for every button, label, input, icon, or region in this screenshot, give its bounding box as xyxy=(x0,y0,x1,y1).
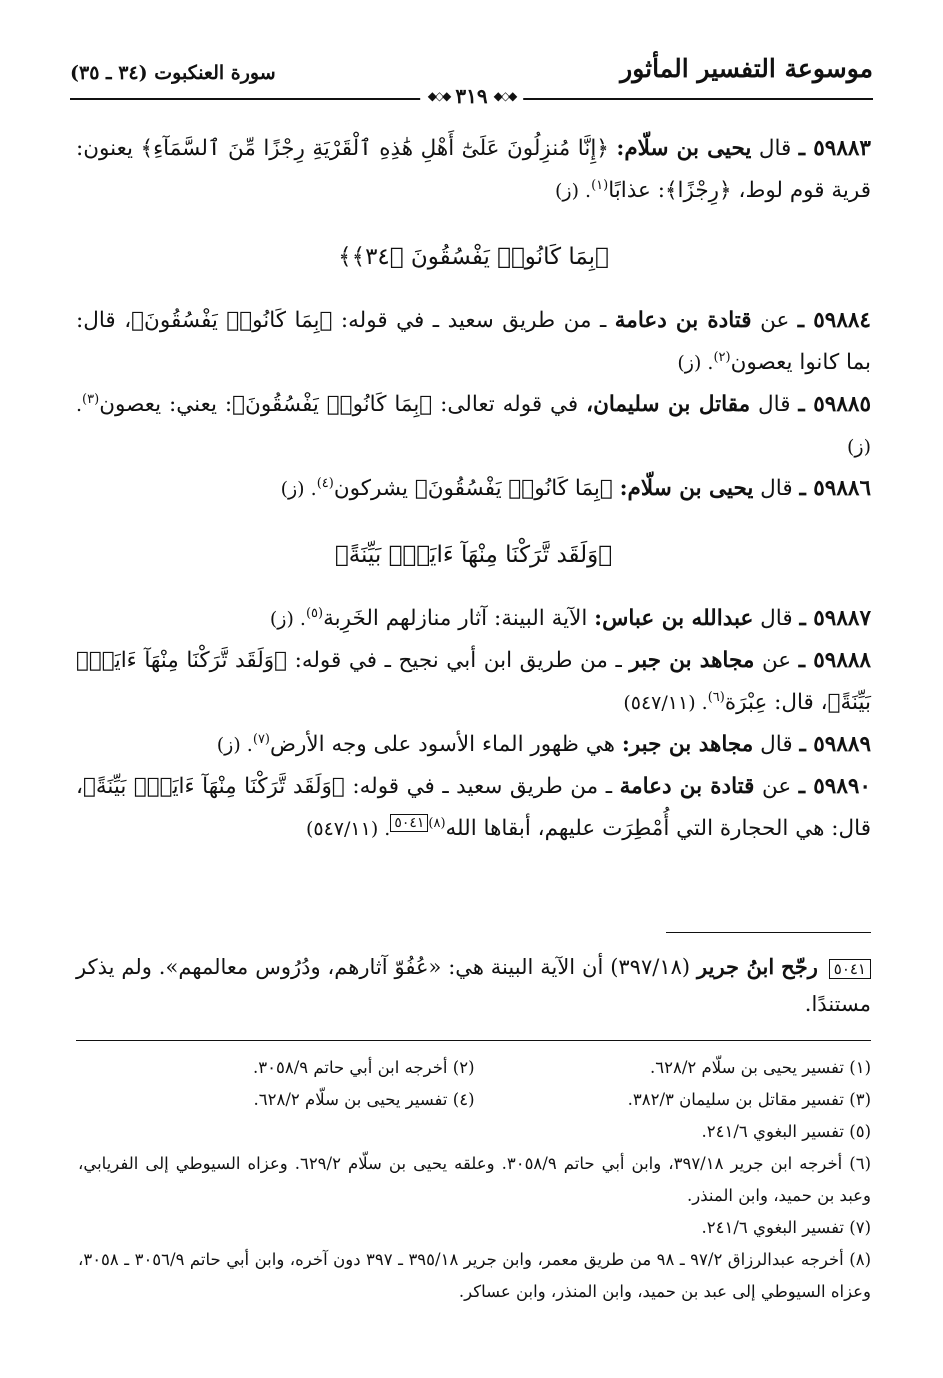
narrator-name: قتادة بن دعامة xyxy=(619,774,755,799)
narrator-name: مجاهد بن جبر xyxy=(629,648,755,673)
page-number: ٣١٩ xyxy=(455,84,488,108)
narrator-name: مجاهد بن جبر: xyxy=(621,732,754,757)
chain-text: في قوله تعالى: xyxy=(440,392,579,417)
entry-59883 xyxy=(76,128,871,212)
footnote-marker: (٣) xyxy=(82,391,100,407)
narrator-name: يحيى بن سلّام: xyxy=(616,136,752,161)
footnote-marker: (٥) xyxy=(305,605,324,621)
entry-ref: . (ز) xyxy=(269,608,306,630)
quran-quote: ﴿بِمَا كَانُوا۟ يَفْسُقُونَ﴾ xyxy=(414,476,613,501)
ayah-range: (٣٤ ـ ٣٥) xyxy=(70,62,148,84)
footnote-6: (٦) أخرجه ابن جرير ٣٩٧/١٨، وابن أبي حاتم ٣٠٥٨/٩. وعلقه يحيى بن سلّام ٦٢٩/٢. وعزاه السيوطي إلى الفريابي، وعبد بن حميد، وابن المنذر. xyxy=(78,1154,872,1205)
quran-quote: ﴿رِجْزًا﴾: xyxy=(657,178,732,203)
entry-intro: عن xyxy=(762,774,792,799)
quran-quote: ﴿بِمَا كَانُوا۟ يَفْسُقُونَ﴾، xyxy=(124,308,333,333)
entry-intro: قال xyxy=(760,606,793,631)
ornament-icon: ◆◇◆ xyxy=(427,89,450,103)
footnote-marker: (٨) xyxy=(428,815,446,831)
footnote-8: (٨) أخرجه عبدالرزاق ٩٧/٢ ـ ٩٨ من طريق معمر، وابن جرير ٣٩٥/١٨ ـ ٣٩٧ دون آخره، وابن أبي حاتم ٣٠٥٦/٩ ـ ٣٠٥٨، وعزاه السيوطي إلى عبد بن حميد، وابن المنذر، وابن عساكر. xyxy=(78,1250,871,1301)
entry-intro: عن xyxy=(760,308,790,333)
footnote-1: (١) تفسير يحيى بن سلّام ٦٢٨/٢. xyxy=(650,1058,871,1077)
entry-ref: . (ز) xyxy=(280,478,317,500)
ayah-heading: ﴿بِمَا كَانُوا۟ يَفْسُقُونَ ﴿٣٤﴾﴾ xyxy=(338,244,609,270)
narrator-name: قتادة بن دعامة xyxy=(614,308,752,333)
comment-ref-box: ٥٠٤١ xyxy=(390,814,428,832)
comment-separator xyxy=(666,932,871,933)
surah-label xyxy=(70,62,276,84)
narrator-name: عبدالله بن عباس: xyxy=(594,606,754,631)
entry-59884 xyxy=(76,300,871,384)
entry-text: عذابًا xyxy=(608,178,651,203)
page-header xyxy=(70,52,873,108)
entry-intro: عن xyxy=(761,648,792,673)
entry-text: يشركون xyxy=(333,476,408,501)
comment-lead: رجّح xyxy=(781,954,818,979)
footnotes xyxy=(78,1052,871,1308)
entry-ref: . (٥٤٧/١١) xyxy=(623,692,708,714)
entry-ref: . (ز) xyxy=(555,180,592,202)
quran-quote: ﴿بِمَا كَانُوا۟ يَفْسُقُونَ﴾: xyxy=(224,392,433,417)
entry-59889 xyxy=(76,724,871,766)
ornament-icon: ◆◇◆ xyxy=(493,89,516,103)
comment-name: ابنُ جرير xyxy=(697,954,775,979)
footnote-row xyxy=(78,1084,871,1116)
footnote-marker: (٢) xyxy=(713,349,731,365)
entry-59886 xyxy=(76,468,871,510)
entry-text: قال: بما كانوا يعصون xyxy=(76,308,871,375)
entry-59890 xyxy=(76,766,871,850)
footnote-5: (٥) تفسير البغوي ٢٤١/٦. xyxy=(701,1122,871,1141)
footnote-4: (٤) تفسير يحيى بن سلّام ٦٢٨/٢. xyxy=(253,1090,475,1109)
entry-59885 xyxy=(76,384,871,468)
entry-text: يعنون: قرية قوم لوط، xyxy=(76,136,871,203)
entry-59888 xyxy=(76,640,871,724)
entry-text: قال: عِبْرَة xyxy=(724,690,814,715)
entry-intro: قال xyxy=(760,476,793,501)
book-title: موسوعة التفسير المأثور xyxy=(620,54,873,83)
entry-number: ٥٩٨٨٤ ـ xyxy=(797,308,871,333)
quran-quote: ﴿وَلَقَد تَّرَكْنَا مِنْهَآ ءَايَةًۢ بَيِّنَةً﴾، xyxy=(76,774,345,799)
entry-intro: قال xyxy=(760,732,793,757)
footnote-2: (٢) أخرجه ابن أبي حاتم ٣٠٥٨/٩. xyxy=(253,1058,475,1077)
footnote-row xyxy=(78,1052,871,1084)
footnote-rule xyxy=(76,1040,871,1041)
editor-comment xyxy=(76,948,871,1023)
narrator-name: يحيى بن سلّام: xyxy=(619,476,754,501)
narrator-name: مقاتل بن سليمان، xyxy=(586,392,751,417)
entry-ref: . (ز) xyxy=(677,352,714,374)
chain-text: ـ من طريق سعيد ـ في قوله: xyxy=(352,774,613,799)
footnote-marker: (٧) xyxy=(252,731,270,747)
entry-intro: قال xyxy=(758,136,792,161)
footnote-marker: (١) xyxy=(591,177,609,193)
entry-intro: قال xyxy=(758,392,791,417)
entry-number: ٥٩٨٨٨ ـ xyxy=(798,648,871,673)
quran-quote: ﴿إِنَّا مُنزِلُونَ عَلَىٰٓ أَهْلِ هَٰذِهِ ٱلْقَرْيَةِ رِجْزًا مِّنَ ٱلسَّمَآءِ﴾ xyxy=(140,136,609,161)
footnote-marker: (٦) xyxy=(707,689,725,705)
entry-number: ٥٩٨٨٥ ـ xyxy=(798,392,871,417)
entry-text: يعني: يعصون xyxy=(99,392,217,417)
chain-text: ـ من طريق سعيد ـ في قوله: xyxy=(340,308,607,333)
entry-number: ٥٩٨٨٧ ـ xyxy=(799,606,871,631)
comment-text: (٣٩٧/١٨) أن الآية البينة هي: «عُفُوّ آثارهم، ودُرُوس معالمهم». ولم يذكر مستندًا. xyxy=(76,955,871,1016)
entry-number: ٥٩٨٨٩ ـ xyxy=(799,732,871,757)
entry-ref: . (ز) xyxy=(76,394,871,458)
footnote-marker: (٤) xyxy=(316,475,334,491)
entry-number: ٥٩٨٨٣ ـ xyxy=(798,136,871,161)
comment-number-box: ٥٠٤١ xyxy=(829,959,871,979)
entry-number: ٥٩٨٨٦ ـ xyxy=(799,476,871,501)
page-number-block xyxy=(420,84,524,108)
ayah-heading: ﴿وَلَقَد تَّرَكْنَا مِنْهَآ ءَايَةًۢ بَيِّنَةً﴾ xyxy=(334,542,613,568)
entry-59887 xyxy=(76,598,871,640)
footnote-3: (٣) تفسير مقاتل بن سليمان ٣٨٢/٣. xyxy=(627,1090,871,1109)
entry-text: الآية البينة: آثار منازلهم الخَرِبة xyxy=(323,606,588,631)
footnote-7: (٧) تفسير البغوي ٢٤١/٦. xyxy=(701,1218,871,1237)
main-text xyxy=(76,128,871,850)
entry-ref: . (٥٤٧/١١) xyxy=(305,818,391,840)
entry-text: قال: هي الحجارة التي أُمْطِرَت عليهم، أبقاها الله xyxy=(445,816,871,841)
entry-ref: . (ز) xyxy=(216,734,253,756)
chain-text: ـ من طريق ابن أبي نجيح ـ في قوله: xyxy=(294,648,622,673)
entry-number: ٥٩٨٩٠ ـ xyxy=(798,774,871,799)
quran-quote: ﴿وَلَقَد تَّرَكْنَا مِنْهَآ ءَايَةًۢ بَيِّنَةً﴾، xyxy=(76,648,871,715)
surah-name: سورة العنكبوت xyxy=(154,62,276,84)
entry-text: هي ظهور الماء الأسود على وجه الأرض xyxy=(270,732,615,757)
